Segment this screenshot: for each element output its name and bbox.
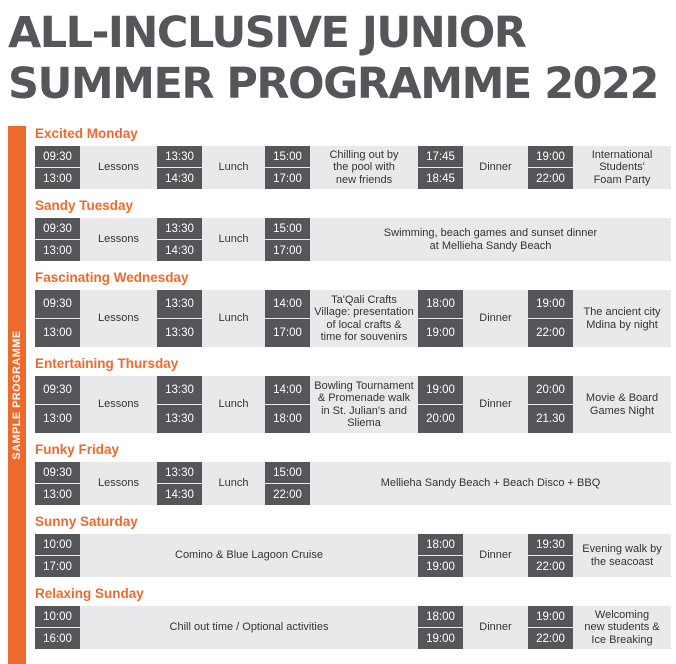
activity: Lunch <box>218 477 249 490</box>
activity: Movie & Board Games Night <box>585 392 659 417</box>
end-time: 21.30 <box>528 405 573 433</box>
activity: Evening walk by the seacoast <box>582 543 662 568</box>
end-time: 13:00 <box>35 168 80 189</box>
start-time: 13:30 <box>157 290 202 318</box>
start-time: 09:30 <box>35 146 80 167</box>
activity: International Students' Foam Party <box>591 148 653 186</box>
day-title: Excited Monday <box>35 126 138 141</box>
activity: Lunch <box>218 161 249 174</box>
end-time: 16:00 <box>35 628 80 649</box>
start-time: 13:30 <box>157 146 202 167</box>
start-time: 09:30 <box>35 218 80 239</box>
activity: Lessons <box>98 477 139 490</box>
activity: Bowling Tournament & Promenade walk in St. Julian's and Sliema <box>314 379 414 429</box>
page-title <box>8 8 658 110</box>
side-label: SAMPLE PROGRAMME <box>11 330 23 460</box>
activity: Lessons <box>98 233 139 246</box>
activity: Swimming, beach games and sunset dinner at Mellieha Sandy Beach <box>383 227 598 252</box>
start-time: 15:00 <box>265 218 310 239</box>
activity: Dinner <box>479 312 512 325</box>
day-title: Entertaining Thursday <box>35 356 179 371</box>
title-line-1: ALL-INCLUSIVE JUNIOR <box>8 8 526 58</box>
end-time: 22:00 <box>528 628 573 649</box>
end-time: 13:30 <box>157 319 202 347</box>
end-time: 13:00 <box>35 240 80 261</box>
day-title: Sandy Tuesday <box>35 198 134 213</box>
activity: Dinner <box>479 398 512 411</box>
activity: Lessons <box>98 398 139 411</box>
start-time: 09:30 <box>35 376 80 404</box>
start-time: 15:00 <box>265 462 310 483</box>
activity: Lunch <box>218 398 249 411</box>
activity: Dinner <box>479 621 512 634</box>
end-time: 22:00 <box>528 556 573 577</box>
start-time: 18:00 <box>418 290 463 318</box>
end-time: 17:00 <box>265 240 310 261</box>
activity: Lessons <box>98 161 139 174</box>
activity: Lunch <box>218 233 249 246</box>
start-time: 10:00 <box>35 606 80 627</box>
start-time: 13:30 <box>157 376 202 404</box>
end-time: 17:00 <box>35 556 80 577</box>
activity: Lunch <box>218 312 249 325</box>
activity: Chilling out by the pool with new friends <box>329 148 399 186</box>
start-time: 10:00 <box>35 534 80 555</box>
end-time: 13:00 <box>35 319 80 347</box>
activity: Chill out time / Optional activities <box>169 621 329 634</box>
start-time: 14:00 <box>265 376 310 404</box>
activity: Dinner <box>479 161 512 174</box>
end-time: 17:00 <box>265 168 310 189</box>
activity: Ta'Qali Crafts Village: presentation of local crafts & time for souvenirs <box>314 293 414 343</box>
day-title: Funky Friday <box>35 442 120 457</box>
activity: Comino & Blue Lagoon Cruise <box>175 549 323 562</box>
end-time: 13:30 <box>157 405 202 433</box>
day-title: Relaxing Sunday <box>35 586 144 601</box>
end-time: 22:00 <box>528 319 573 347</box>
day-title: Fascinating Wednesday <box>35 270 189 285</box>
start-time: 14:00 <box>265 290 310 318</box>
end-time: 18:00 <box>265 405 310 433</box>
start-time: 18:00 <box>418 534 463 555</box>
activity: Lessons <box>98 312 139 325</box>
start-time: 19:00 <box>528 146 573 167</box>
end-time: 19:00 <box>418 556 463 577</box>
end-time: 17:00 <box>265 319 310 347</box>
end-time: 14:30 <box>157 240 202 261</box>
day-title: Sunny Saturday <box>35 514 138 529</box>
start-time: 19:30 <box>528 534 573 555</box>
end-time: 22:00 <box>528 168 573 189</box>
activity: Mellieha Sandy Beach + Beach Disco + BBQ <box>380 477 601 490</box>
activity: Dinner <box>479 549 512 562</box>
start-time: 19:00 <box>528 290 573 318</box>
title-line-2: SUMMER PROGRAMME 2022 <box>8 59 658 109</box>
start-time: 20:00 <box>528 376 573 404</box>
start-time: 18:00 <box>418 606 463 627</box>
start-time: 09:30 <box>35 462 80 483</box>
side-bar <box>8 126 26 664</box>
end-time: 19:00 <box>418 319 463 347</box>
start-time: 15:00 <box>265 146 310 167</box>
start-time: 17:45 <box>418 146 463 167</box>
end-time: 22:00 <box>265 484 310 505</box>
end-time: 13:00 <box>35 405 80 433</box>
end-time: 14:30 <box>157 484 202 505</box>
start-time: 19:00 <box>528 606 573 627</box>
activity: Welcoming new students & Ice Breaking <box>584 608 660 646</box>
end-time: 18:45 <box>418 168 463 189</box>
end-time: 19:00 <box>418 628 463 649</box>
end-time: 20:00 <box>418 405 463 433</box>
end-time: 14:30 <box>157 168 202 189</box>
start-time: 13:30 <box>157 462 202 483</box>
start-time: 13:30 <box>157 218 202 239</box>
start-time: 19:00 <box>418 376 463 404</box>
end-time: 13:00 <box>35 484 80 505</box>
start-time: 09:30 <box>35 290 80 318</box>
activity: The ancient city Mdina by night <box>583 306 661 331</box>
